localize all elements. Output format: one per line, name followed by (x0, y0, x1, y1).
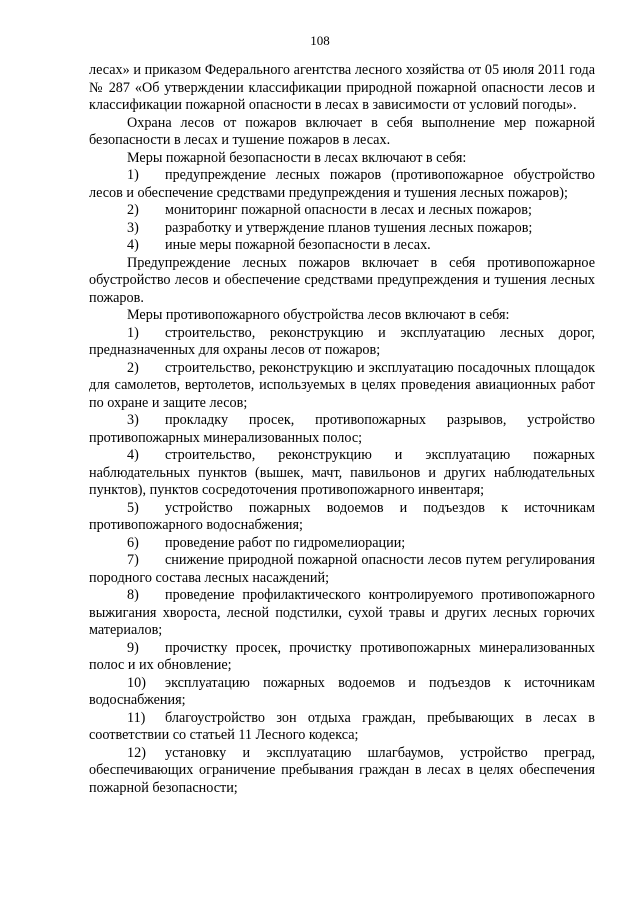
list-item-number: 7) (127, 552, 139, 568)
list-item (89, 412, 595, 447)
list-item-text: мониторинг пожарной опасности в лесах и лесных пожаров; (165, 202, 532, 218)
list-item (89, 640, 595, 675)
list-item-text: прокладку просек, противопожарных разрывов, устройство противопожарных минерализованных полос; (89, 412, 595, 446)
list-item (89, 167, 595, 202)
list-item-number: 4) (127, 447, 139, 463)
list-item-text: эксплуатацию пожарных водоемов и подъездов к источникам водоснабжения; (89, 674, 595, 708)
paragraph: Предупреждение лесных пожаров включает в себя противопожарное обустройство лесов и обеспечение средствами предупреждения и тушения лесных пожаров. (89, 254, 595, 306)
list-item-number: 3) (127, 412, 139, 428)
list-item-number: 1) (127, 167, 139, 183)
page-number: 108 (310, 33, 330, 48)
list-item (89, 447, 595, 500)
list-item-text: устройство пожарных водоемов и подъездов к источникам противопожарного водоснабжения; (89, 499, 595, 533)
list-item-text: проведение работ по гидромелиорации; (165, 534, 406, 551)
list-item-number: 10) (127, 674, 146, 691)
list-item-number: 2) (127, 202, 139, 218)
list-item-number: 8) (127, 587, 139, 603)
list-item-text: снижение природной пожарной опасности лесов путем регулирования породного состава лесных насаждений; (89, 552, 595, 586)
list-item (89, 220, 595, 238)
list-item-number: 3) (127, 219, 139, 236)
list-item-number: 6) (127, 534, 139, 551)
list-item (89, 325, 595, 360)
list-item-text: благоустройство зон отдыха граждан, пребывающих в лесах в соответствии со статьей 11 Лесного кодекса; (89, 709, 595, 743)
list-item-number: 2) (127, 359, 139, 376)
list-item-text: строительство, реконструкцию и эксплуатацию посадочных площадок для самолетов, вертолетов, используемых в целях проведения авиационных работ по охране и защите лесов; (89, 359, 595, 411)
list-item-text: разработку и утверждение планов тушения лесных пожаров; (165, 219, 533, 236)
list-item-number: 11) (127, 709, 146, 726)
list-item-text: иные меры пожарной безопасности в лесах. (165, 237, 431, 253)
list-item-number: 1) (127, 324, 139, 341)
list-item (89, 237, 595, 255)
continued-paragraph: лесах» и приказом Федерального агентства лесного хозяйства от 05 июля 2011 года № 287 «Об утверждении классификации природной пожарной опасности лесов и классификации пожарной опасности в лесах в зависимости от условий погоды». (89, 62, 595, 113)
paragraph: Меры противопожарного обустройства лесов включают в себя: (127, 307, 510, 323)
list-item-number: 4) (127, 237, 139, 253)
list-item-text: предупреждение лесных пожаров (противопожарное обустройство лесов и обеспечение средствами предупреждения и тушения лесных пожаров); (89, 167, 595, 201)
list-item-number: 12) (127, 744, 146, 761)
list-item-text: прочистку просек, прочистку противопожарных минерализованных полос и их обновление; (89, 639, 595, 673)
list-item (89, 587, 595, 640)
list-item-text: проведение профилактического контролируемого противопожарного выжигания хвороста, лесной подстилки, сухой травы и других лесных горючих материалов; (89, 587, 595, 638)
list-item-text: строительство, реконструкцию и эксплуатацию пожарных наблюдательных пунктов (вышек, мачт, павильонов и других наблюдательных пунктов), пунктов сосредоточения противопожарного инвентаря; (89, 447, 595, 498)
list-item (89, 675, 595, 710)
list-item-number: 9) (127, 639, 139, 656)
list-item (89, 202, 595, 220)
list-item-text: строительство, реконструкцию и эксплуатацию лесных дорог, предназначенных для охраны лесов от пожаров; (89, 324, 595, 358)
list-item (89, 500, 595, 535)
list-item-text: установку и эксплуатацию шлагбаумов, устройство преград, обеспечивающих ограничение пребывания граждан в лесах в целях обеспечения пожарной безопасности; (89, 744, 595, 796)
list-item (89, 710, 595, 745)
list-item-number: 5) (127, 499, 139, 516)
list-item (89, 535, 595, 553)
list-item (89, 552, 595, 587)
list-item (89, 360, 595, 413)
paragraph: Охрана лесов от пожаров включает в себя выполнение мер пожарной безопасности в лесах и тушение пожаров в лесах. (89, 114, 595, 148)
list-item (89, 745, 595, 798)
document-body (89, 62, 595, 797)
paragraph: Меры пожарной безопасности в лесах включают в себя: (127, 149, 467, 166)
